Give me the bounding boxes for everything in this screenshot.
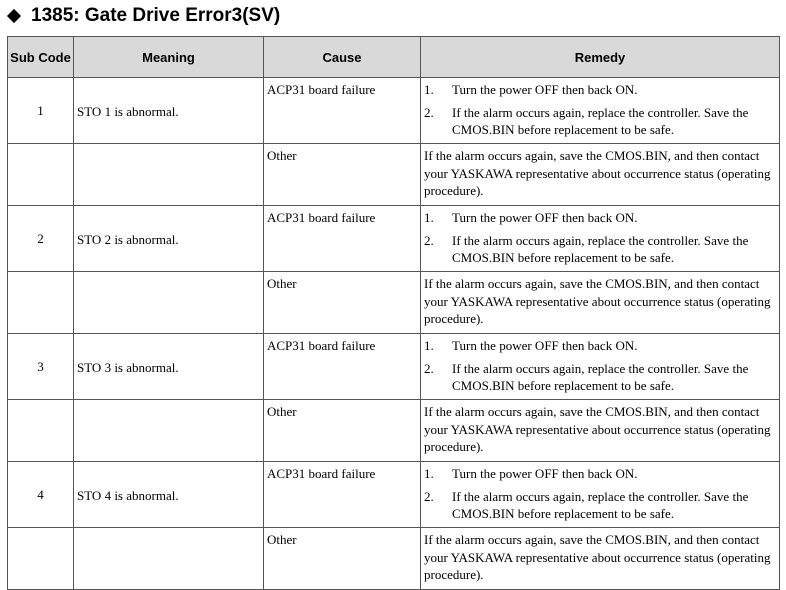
empty-cell [74,272,264,334]
step-text: If the alarm occurs again, replace the controller. Save the CMOS.BIN before replacement to be safe. [452,232,749,265]
remedy-cell [421,78,780,144]
table-row [8,462,780,528]
remedy-cell: If the alarm occurs again, save the CMOS.BIN, and then contact your YASKAWA representative about occurrence status (operating procedure). [421,144,780,206]
remedy-cell: If the alarm occurs again, save the CMOS.BIN, and then contact your YASKAWA representative about occurrence status (operating procedure). [421,400,780,462]
remedy-step [424,232,775,267]
step-text: Turn the power OFF then back ON. [452,338,638,353]
meaning-cell: STO 1 is abnormal. [74,78,264,144]
remedy-step [424,209,775,227]
table-row [8,272,780,334]
step-text: Turn the power OFF then back ON. [452,210,638,225]
step-text: If the alarm occurs again, replace the controller. Save the CMOS.BIN before replacement to be safe. [452,488,749,521]
sub-code-cell: 1 [8,78,74,144]
empty-cell [8,272,74,334]
empty-cell [8,144,74,206]
table-header-row [8,37,780,78]
table-row [8,206,780,272]
remedy-step [424,104,775,139]
step-number: 1. [424,82,434,97]
step-number: 1. [424,338,434,353]
meaning-cell: STO 4 is abnormal. [74,462,264,528]
header-remedy: Remedy [421,37,780,78]
remedy-step [424,488,775,523]
step-text: If the alarm occurs again, replace the controller. Save the CMOS.BIN before replacement to be safe. [452,360,749,393]
sub-code-cell: 4 [8,462,74,528]
header-meaning: Meaning [74,37,264,78]
cause-cell: Other [264,400,421,462]
table-row [8,400,780,462]
remedy-step [424,337,775,355]
header-cause: Cause [264,37,421,78]
diamond-bullet-icon [7,9,21,23]
step-number: 2. [424,104,434,120]
remedy-cell: If the alarm occurs again, save the CMOS.BIN, and then contact your YASKAWA representative about occurrence status (operating procedure). [421,272,780,334]
cause-cell: ACP31 board failure [264,78,421,144]
remedy-cell [421,334,780,400]
page-title [6,3,280,29]
step-text: If the alarm occurs again, replace the controller. Save the CMOS.BIN before replacement to be safe. [452,104,749,137]
cause-cell: ACP31 board failure [264,334,421,400]
sub-code-cell: 3 [8,334,74,400]
step-text: Turn the power OFF then back ON. [452,466,638,481]
step-text: Turn the power OFF then back ON. [452,82,638,97]
cause-cell: ACP31 board failure [264,462,421,528]
empty-cell [8,528,74,590]
step-number: 1. [424,466,434,481]
table-row [8,334,780,400]
empty-cell [74,528,264,590]
meaning-cell: STO 2 is abnormal. [74,206,264,272]
empty-cell [74,144,264,206]
remedy-cell [421,462,780,528]
cause-cell: Other [264,144,421,206]
cause-cell: Other [264,528,421,590]
remedy-cell [421,206,780,272]
table-row [8,528,780,590]
step-number: 1. [424,210,434,225]
sub-code-cell: 2 [8,206,74,272]
remedy-step [424,465,775,483]
empty-cell [8,400,74,462]
alarm-table [7,36,780,590]
empty-cell [74,400,264,462]
step-number: 2. [424,488,434,504]
remedy-step [424,81,775,99]
title-text: 1385: Gate Drive Error3(SV) [31,5,281,26]
table-row [8,78,780,144]
cause-cell: Other [264,272,421,334]
remedy-cell: If the alarm occurs again, save the CMOS.BIN, and then contact your YASKAWA representative about occurrence status (operating procedure). [421,528,780,590]
step-number: 2. [424,232,434,248]
remedy-step [424,360,775,395]
cause-cell: ACP31 board failure [264,206,421,272]
meaning-cell: STO 3 is abnormal. [74,334,264,400]
step-number: 2. [424,360,434,376]
header-sub-code: Sub Code [8,37,74,78]
table-row [8,144,780,206]
